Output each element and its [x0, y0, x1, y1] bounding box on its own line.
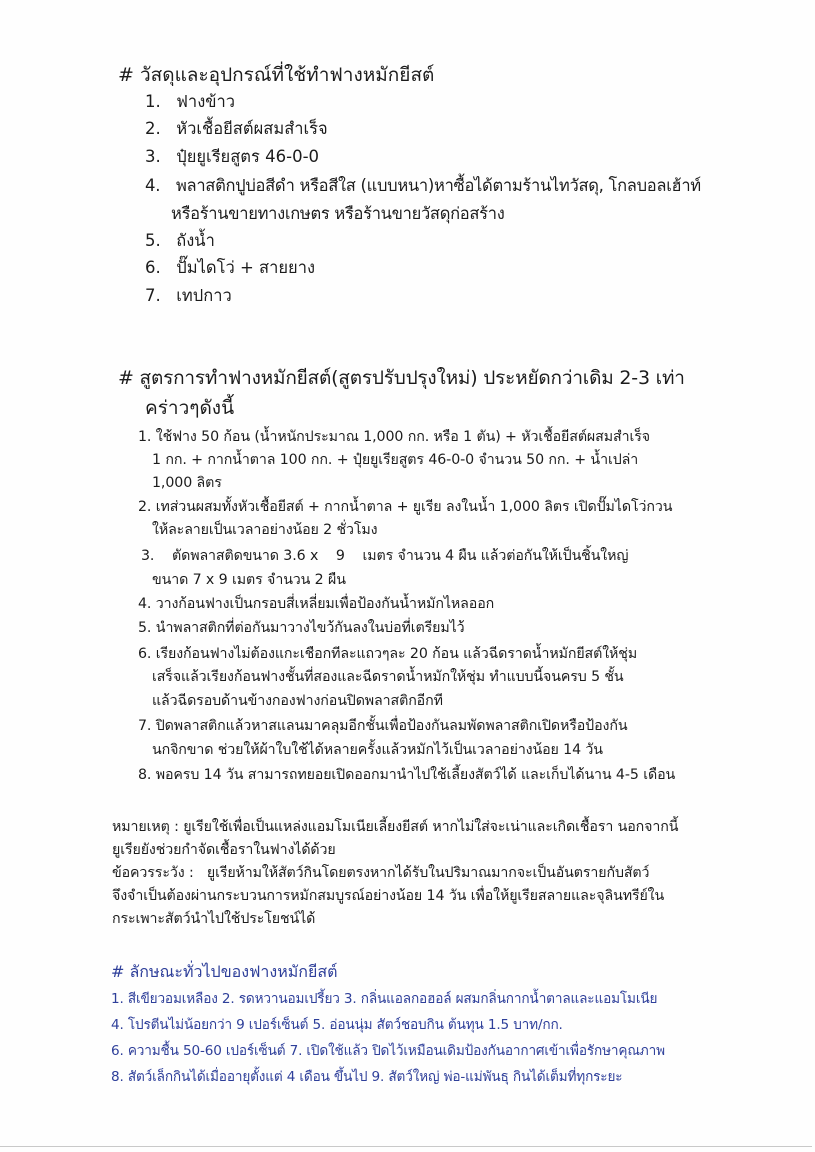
- item-text: เทปกาว: [176, 286, 232, 305]
- characteristics-line: 8. สัตว์เล็กกินได้เมื่ออายุตั้งแต่ 4 เดือน ขึ้นไป 9. สัตว์ใหญ่ พ่อ-แม่พันธุ กินได้เต็มที่ทุกระยะ: [111, 1069, 623, 1085]
- characteristics-line: 6. ความชื้น 50-60 เปอร์เซ็นต์ 7. เปิดใช้แล้ว ปิดไว้เหมือนเดิมป้องกันอากาศเข้าเพื่อรักษาคุณภาพ: [111, 1043, 665, 1059]
- recipe-step-line: 8. พอครบ 14 วัน สามารถทยอยเปิดออกมานำไปใช้เลี้ยงสัตว์ได้ และเก็บได้นาน 4-5 เดือน: [138, 767, 676, 783]
- materials-item: [145, 121, 328, 138]
- characteristics-heading: # ลักษณะทั่วไปของฟางหมักยีสต์: [111, 962, 338, 981]
- characteristics-line: 1. สีเขียวอมเหลือง 2. รดหวานอมเปรี้ยว 3. กลิ่นแอลกอฮอล์ ผสมกลิ่นกากน้ำตาลและแอมโมเนีย: [111, 991, 658, 1007]
- recipe-step-line: นกจิกขาด ช่วยให้ผ้าใบใช้ได้หลายครั้งแล้วหมักไว้เป็นเวลาอย่างน้อย 14 วัน: [152, 742, 603, 758]
- recipe-step-line: เสร็จแล้วเรียงก้อนฟางชั้นที่สองและฉีดราดน้ำหมักให้ชุ่ม ทำแบบนี้จนครบ 5 ชั้น: [152, 669, 624, 685]
- item-text: พลาสติกปูบ่อสีดำ หรือสีใส (แบบหนา)หาซื้อได้ตามร้านไทวัสดุ, โกลบอลเฮ้าท์: [175, 176, 701, 195]
- item-text: ปุ๋ยยูเรียสูตร 46-0-0: [176, 147, 320, 166]
- caution-line: ข้อควรระวัง : ยูเรียห้ามให้สัตว์กินโดยตรงหากได้รับในปริมาณมากจะเป็นอันตรายกับสัตว์: [112, 865, 650, 881]
- materials-item: [145, 288, 232, 305]
- item-number: 2.: [145, 119, 161, 138]
- recipe-step-line: 1. ใช้ฟาง 50 ก้อน (น้ำหนักประมาณ 1,000 กก. หรือ 1 ตัน) + หัวเชื้อยีสต์ผสมสำเร็จ: [138, 429, 650, 445]
- remark-line: หมายเหตุ : ยูเรียใช้เพื่อเป็นแหล่งแอมโมเนียเลี้ยงยีสต์ หากไม่ใส่จะเน่าและเกิดเชื้อรา นอกจากนี้: [112, 819, 679, 835]
- caution-line: จึงจำเป็นต้องผ่านกระบวนการหมักสมบูรณ์อย่างน้อย 14 วัน เพื่อให้ยูเรียสลายและจุลินทรีย์ใน: [112, 888, 665, 904]
- recipe-heading: # สูตรการทำฟางหมักยีสต์(สูตรปรับปรุงใหม่) ประหยัดกว่าเดิม 2-3 เท่า: [118, 367, 685, 389]
- recipe-step-line: 5. นำพลาสติกที่ต่อกันมาวางไขว้กันลงในบ่อที่เตรียมไว้: [138, 620, 465, 636]
- recipe-step-line: แล้วฉีดรอบด้านข้างกองฟางก่อนปิดพลาสติกอีกที: [152, 693, 443, 709]
- item-number: 1.: [145, 92, 161, 111]
- recipe-step-line: 6. เรียงก้อนฟางไม่ต้องแกะเชือกทีละแถวๆละ 20 ก้อน แล้วฉีดราดน้ำหมักยีสต์ให้ชุ่ม: [138, 646, 638, 662]
- remark-line: ยูเรียยังช่วยกำจัดเชื้อราในฟางได้ด้วย: [112, 842, 336, 858]
- recipe-step-line: 2. เทส่วนผสมทั้งหัวเชื้อยีสต์ + กากน้ำตาล + ยูเรีย ลงในน้ำ 1,000 ลิตร เปิดปั๊มไดโว่กวน: [138, 499, 673, 515]
- recipe-step-line: ขนาด 7 x 9 เมตร จำนวน 2 ผืน: [152, 572, 346, 588]
- materials-item: [145, 260, 315, 277]
- recipe-step-line: 4. วางก้อนฟางเป็นกรอบสี่เหลี่ยมเพื่อป้องกันน้ำหมักไหลออก: [138, 596, 495, 612]
- item-text: ปั๊มไดโว่ + สายยาง: [176, 258, 316, 277]
- item-number: 4.: [145, 176, 161, 195]
- recipe-step-line: 1 กก. + กากน้ำตาล 100 กก. + ปุ๋ยยูเรียสูตร 46-0-0 จำนวน 50 กก. + น้ำเปล่า: [152, 452, 639, 468]
- item-number: 7.: [145, 286, 161, 305]
- item-text: ถังน้ำ: [176, 231, 215, 250]
- item-number: 6.: [145, 258, 161, 277]
- item-text: ฟางข้าว: [176, 92, 236, 111]
- recipe-step-line: 7. ปิดพลาสติกแล้วหาสแลนมาคลุมอีกชั้นเพื่อป้องกันลมพัดพลาสติกเปิดหรือป้องกัน: [138, 718, 628, 734]
- recipe-heading-continued: คร่าวๆดังนี้: [145, 397, 235, 419]
- materials-item-continuation: หรือร้านขายทางเกษตร หรือร้านขายวัสดุก่อสร้าง: [171, 204, 505, 223]
- characteristics-line: 4. โปรตีนไม่น้อยกว่า 9 เปอร์เซ็นต์ 5. อ่อนนุ่ม สัตว์ชอบกิน ต้นทุน 1.5 บาท/กก.: [111, 1017, 563, 1033]
- item-text: หัวเชื้อยีสต์ผสมสำเร็จ: [176, 119, 328, 138]
- recipe-step-line: 1,000 ลิตร: [152, 475, 222, 491]
- materials-heading: # วัสดุและอุปกรณ์ที่ใช้ทำฟางหมักยีสต์: [118, 64, 435, 86]
- recipe-step-line: 3. ตัดพลาสติดขนาด 3.6 x 9 เมตร จำนวน 4 ผืน แล้วต่อกันให้เป็นชิ้นใหญ่: [141, 548, 629, 564]
- page-bottom-edge: [0, 1146, 812, 1147]
- item-number: 3.: [145, 147, 161, 166]
- recipe-step-line: ให้ละลายเป็นเวลาอย่างน้อย 2 ชั่วโมง: [152, 522, 378, 538]
- materials-item: [145, 233, 215, 250]
- materials-item: [145, 178, 701, 195]
- materials-item: [145, 94, 235, 111]
- materials-item: [145, 149, 319, 166]
- caution-line: กระเพาะสัตว์นำไปใช้ประโยชน์ได้: [112, 911, 316, 927]
- item-number: 5.: [145, 231, 161, 250]
